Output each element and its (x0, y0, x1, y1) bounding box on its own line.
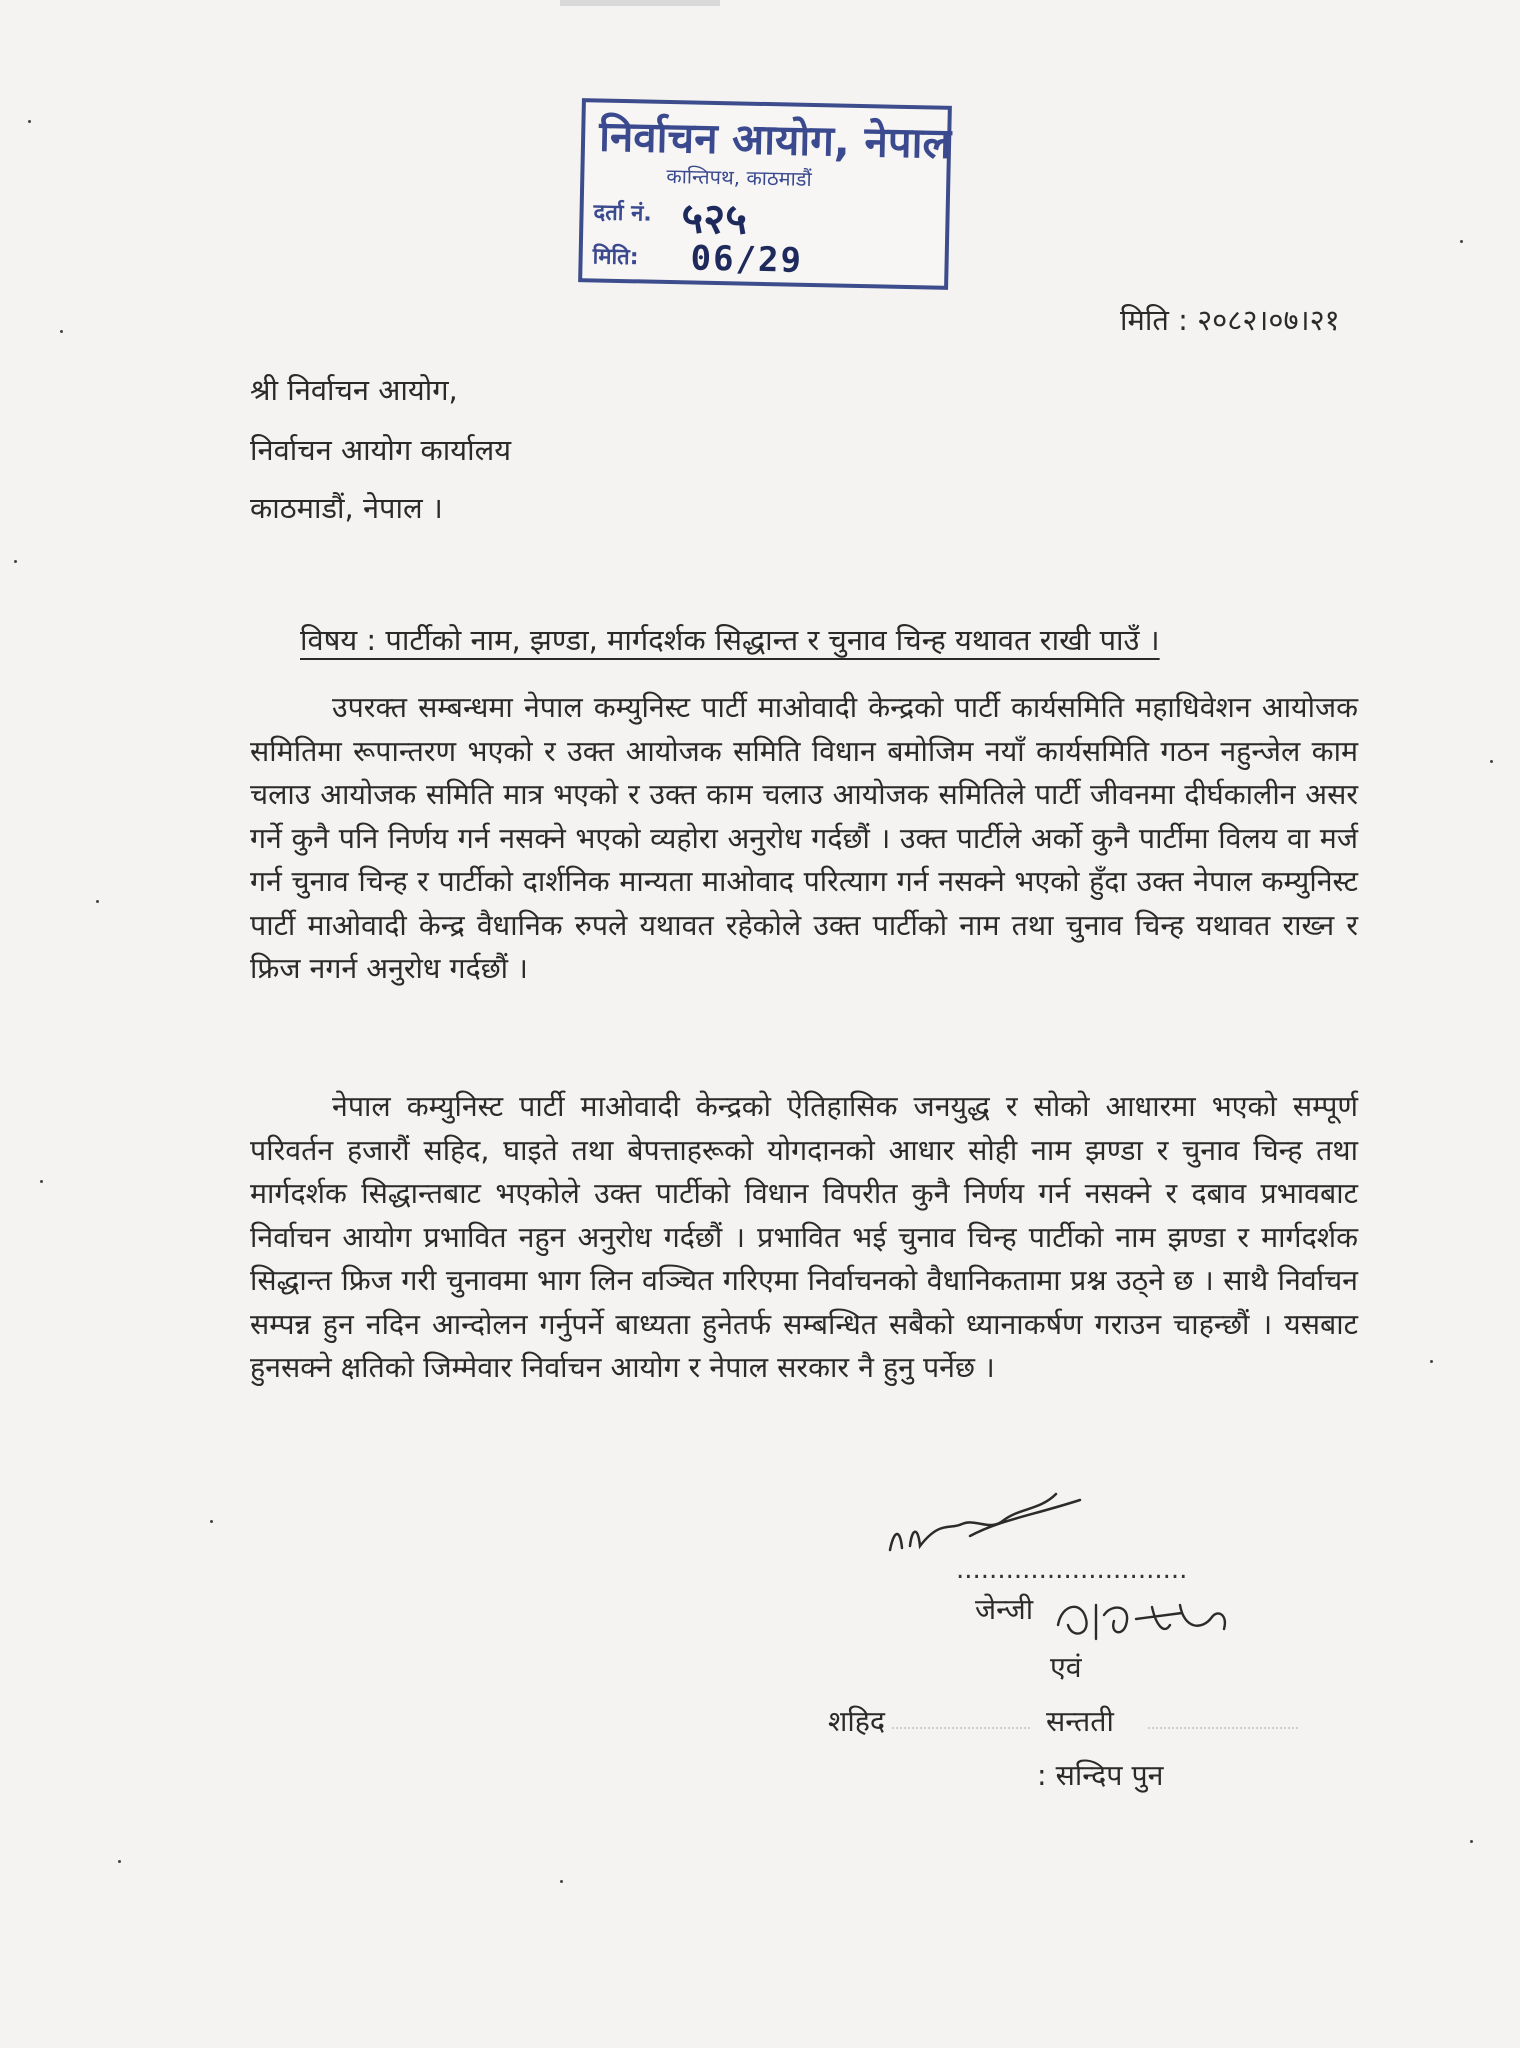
signature-dots: ............................ (956, 1555, 1188, 1585)
registration-stamp (578, 98, 952, 290)
paper-speck (28, 120, 31, 123)
paper-speck (1470, 1840, 1473, 1843)
paper-speck (210, 1520, 213, 1523)
letter-date: मिति : २०८२।०७।२१ (1120, 303, 1340, 337)
redacted-text (1148, 1705, 1298, 1729)
paper-speck (96, 900, 99, 903)
stamp-date-label: मिति: (592, 244, 639, 271)
stamp-title: निर्वाचन आयोग, नेपाल (598, 111, 952, 168)
stamp-reg-label: दर्ता नं. (593, 200, 652, 227)
body-paragraph-1: उपरक्त सम्बन्धमा नेपाल कम्युनिस्ट पार्टी माओवादी केन्द्रको पार्टी कार्यसमिति महाधिवेशन आयोजक समितिमा रूपान्तरण भएको र उक्त आयोजक समिति विधान बमोजिम नयाँ कार्यसमिति गठन नहुन्जेल काम चलाउ आयोजक समिति मात्र भएको र उक्त काम चलाउ आयोजक समितिले पार्टी जीवनमा दीर्घकालीन असर गर्ने कुनै पनि निर्णय गर्न नसक्ने भएको व्यहोरा अनुरोध गर्दछौं । उक्त पार्टीले अर्को कुनै पार्टीमा विलय वा मर्ज गर्न चुनाव चिन्ह र पार्टीको दार्शनिक मान्यता माओवाद परित्याग गर्न नसक्ने भएको हुँदा उक्त नेपाल कम्युनिस्ट पार्टी माओवादी केन्द्र वैधानिक रुपले यथावत रहेकोले उक्त पार्टीको नाम तथा चुनाव चिन्ह यथावत राख्न र फ्रिज नगर्न अनुरोध गर्दछौं । (250, 691, 1358, 985)
paper-speck (118, 1860, 121, 1863)
body-paragraph-2: नेपाल कम्युनिस्ट पार्टी माओवादी केन्द्रको ऐतिहासिक जनयुद्ध र सोको आधारमा भएको सम्पूर्ण परिवर्तन हजारौं सहिद, घाइते तथा बेपत्ताहरूको योगदानको आधार सोही नाम झण्डा र चुनाव चिन्ह तथा मार्गदर्शक सिद्धान्तबाट भएकोले उक्त पार्टीको विधान विपरीत कुनै निर्णय गर्न नसक्ने र दबाव प्रभावबाट निर्वाचन आयोग प्रभावित नहुन अनुरोध गर्दछौं । प्रभावित भई चुनाव चिन्ह पार्टीको नाम झण्डा र मार्गदर्शक सिद्धान्त फ्रिज गरी चुनावमा भाग लिन वञ्चित गरिएमा निर्वाचनको वैधानिकतामा प्रश्न उठ्ने छ । साथै निर्वाचन सम्पन्न हुन नदिन आन्दोलन गर्नुपर्ने बाध्यता हुनेतर्फ सम्बन्धित सबैको ध्यानाकर्षण गराउन चाहन्छौं । यसबाट हुनसक्ने क्षतिको जिम्मेवार निर्वाचन आयोग र नेपाल सरकार नै हुनु पर्नेछ । (250, 1090, 1358, 1384)
paper-edge (560, 0, 720, 6)
paper-speck (1490, 760, 1493, 763)
redacted-text (892, 1705, 1030, 1729)
subject-line: विषय : पार्टीको नाम, झण्डा, मार्गदर्शक सिद्धान्त र चुनाव चिन्ह यथावत राखी पाउँ । (300, 623, 1160, 657)
paper-speck (560, 1880, 563, 1883)
signature-line-2: एवं (1050, 1651, 1082, 1684)
signature-line-3-a: शहिद (828, 1705, 886, 1738)
handwritten-name-icon (1052, 1595, 1242, 1645)
address-line-1: श्री निर्वाचन आयोग, (250, 373, 458, 407)
signature-line-1: जेन्जी (975, 1593, 1034, 1626)
signature-line-4: : सन्दिप पुन (1037, 1759, 1164, 1792)
paper-speck (40, 1180, 43, 1183)
paper-speck (1430, 1360, 1433, 1363)
paper-speck (14, 560, 17, 563)
signature-line-3-b: सन्तती (1046, 1705, 1114, 1738)
paper-speck (60, 330, 63, 333)
stamp-reg-number: ५२५ (680, 193, 748, 244)
paper-speck (1460, 240, 1463, 243)
address-line-3: काठमाडौं, नेपाल । (250, 491, 443, 525)
address-line-2: निर्वाचन आयोग कार्यालय (250, 433, 512, 467)
stamp-date-value: 06/29 (690, 238, 804, 281)
stamp-subtitle: कान्तिपथ, काठमाडौं (666, 163, 812, 191)
